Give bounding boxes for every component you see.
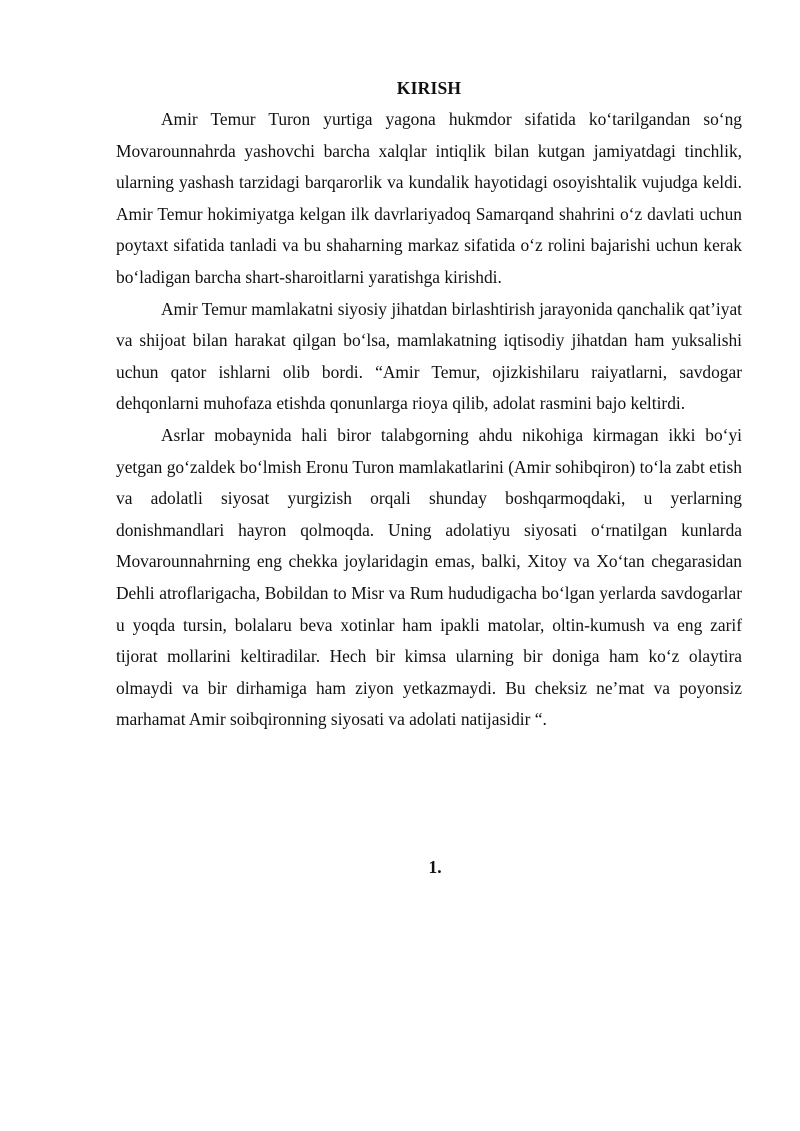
paragraph-justice: Asrlar mobaynida hali biror talabgorning ahdu nikohiga kirmagan ikki bo‘yi yetgan go‘zaldek bo‘lmish Eronu Turon mamlakatlarini (Amir sohibqiron) to‘la zabt etish va adolatli siyosat yurgizish orqali shunday boshqarmoqdaki, u yerlarning donishmandlari hayron qolmoqda. Uning adolatiyu siyosati o‘rnatilgan kunlarda Movarounnahrning eng chekka joylaridagin emas, balki, Xitoy va Xo‘tan chegarasidan Dehli atroflarigacha, Bobildan to Misr va Rum hududigacha bo‘lgan yerlarda savdogarlar u yoqda tursin, bolalaru beva xotinlar ham ipakli matolar, oltin-kumush va eng zarif tijorat mollarini keltiradilar. Hech bir kimsa ularning bir doniga ham ko‘z olaytira olmaydi va bir dirhamiga ham ziyon yetkazmaydi. Bu cheksiz ne’mat va poyonsiz marhamat Amir soibqironning siyosati va adolati natijasidir “. xyxy=(116,424,742,730)
page-title: KIRISH xyxy=(396,78,462,98)
page-number: 1. xyxy=(428,857,442,877)
document-body xyxy=(116,104,742,736)
paragraph-intro: Amir Temur Turon yurtiga yagona hukmdor sifatida ko‘tarilgandan so‘ng Movarounnahrda yashovchi barcha xalqlar intiqlik bilan kutgan jamiyatdagi tinchlik, ularning yashash tarzidagi barqarorlik va kundalik hayotidagi osoyishtalik vujudga keldi. Amir Temur hokimiyatga kelgan ilk davrlariyadoq Samarqand shahrini o‘z davlati uchun poytaxt sifatida tanladi va bu shaharning markaz sifatida o‘z rolini bajarishi uchun kerak bo‘ladigan barcha shart-sharoitlarni yaratishga kirishdi. xyxy=(116,109,742,287)
paragraph-unification: Amir Temur mamlakatni siyosiy jihatdan birlashtirish jarayonida qanchalik qat’iyat va shijoat bilan harakat qilgan bo‘lsa, mamlakatning iqtisodiy jihatdan ham yuksalishi uchun qator ishlarni olib bordi. “Amir Temur, ojizkishilaru raiyatlarni, savdogar dehqonlarni muhofaza etishda qonunlarga rioya qilib, adolat rasmini bajo keltirdi. xyxy=(116,298,742,414)
